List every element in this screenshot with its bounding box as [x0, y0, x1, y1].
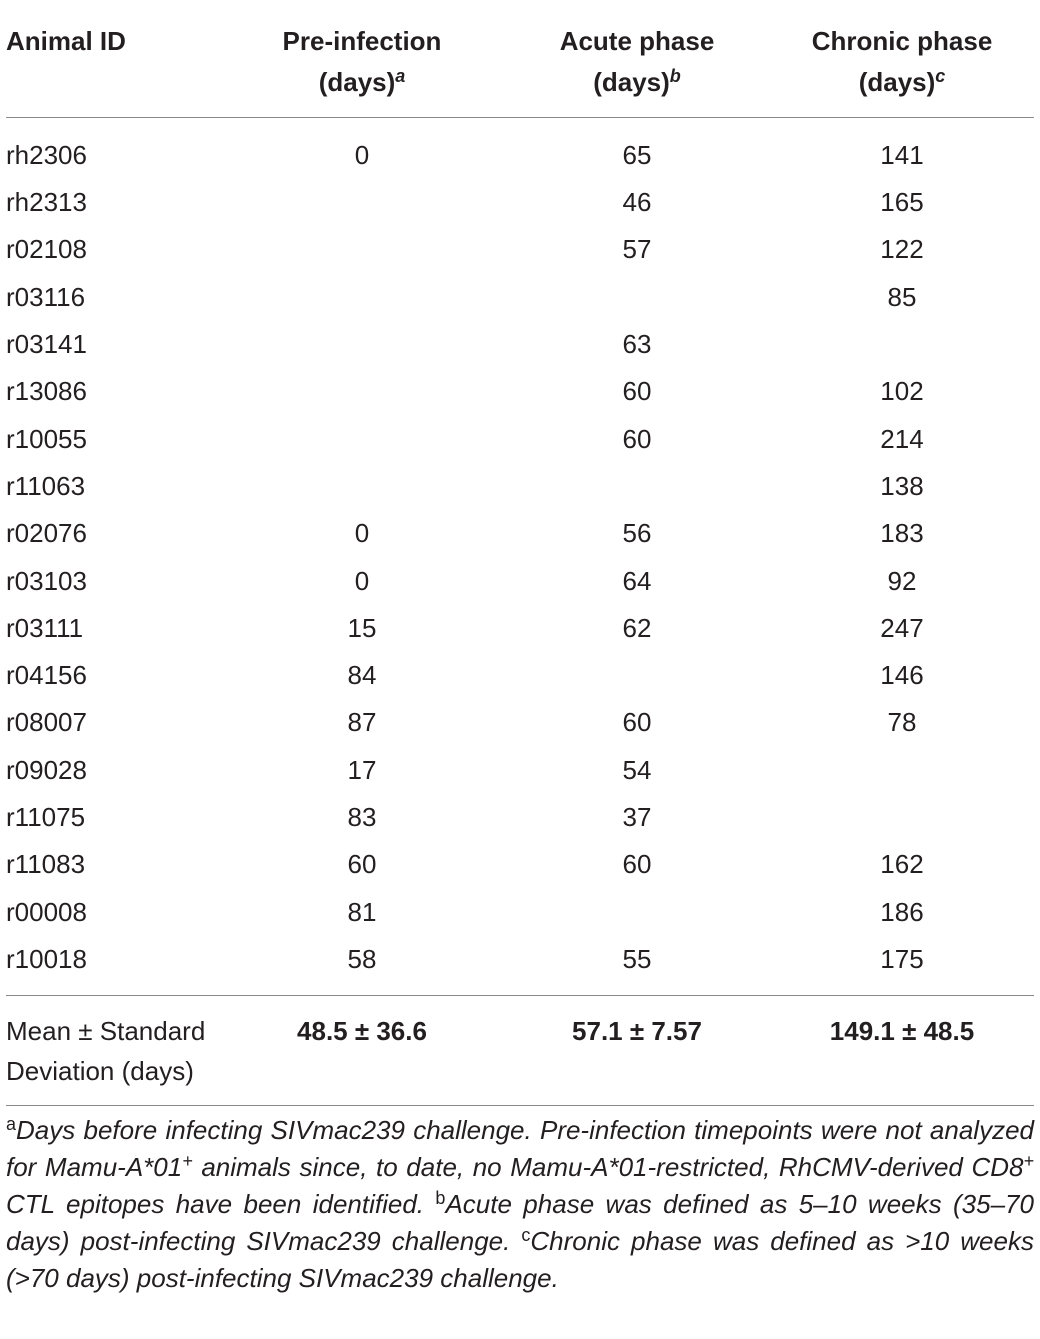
cell-pre-infection: 0	[354, 140, 370, 170]
cell-chronic: 146	[880, 660, 924, 691]
summary-chronic: 149.1 ± 48.5	[770, 996, 1034, 1106]
header-pre-infection-text: Pre-infection	[282, 26, 442, 56]
table-row	[6, 321, 1034, 368]
cell-animal-id: r11075	[6, 802, 86, 832]
cell-pre-infection	[220, 368, 504, 415]
cell-acute	[504, 652, 770, 699]
cell-chronic: 186	[880, 896, 924, 927]
cell-animal-id: r03116	[6, 281, 86, 312]
cell-animal-id: rh2313	[6, 187, 87, 218]
footnote-marker-b: b	[669, 66, 681, 86]
cell-acute: 60	[622, 423, 652, 454]
table-row	[6, 841, 1034, 888]
footnote-a-text-2: animals since, to date, no Mamu-A*01-restricted, RhCMV-derived CD8	[192, 1152, 1024, 1182]
cell-pre-infection	[220, 274, 504, 321]
cell-animal-id: r11083	[6, 849, 86, 880]
cell-pre-infection: 81	[347, 896, 377, 927]
cell-animal-id: r11063	[6, 470, 86, 501]
cell-animal-id: r03141	[6, 329, 87, 360]
cell-chronic: 165	[880, 187, 924, 218]
cell-pre-infection: 83	[347, 802, 377, 832]
header-acute-phase	[504, 0, 770, 118]
header-acute-phase-unit: (days)	[593, 67, 670, 97]
cell-pre-infection	[220, 463, 504, 510]
cell-chronic: 214	[880, 423, 924, 454]
table-row	[6, 226, 1034, 273]
cell-acute	[504, 274, 770, 321]
cell-chronic: 92	[887, 565, 917, 596]
footnote-paragraph	[6, 1112, 1034, 1297]
cell-acute: 62	[622, 612, 652, 643]
footnote-b-marker: b	[435, 1188, 446, 1208]
cell-animal-id: r10018	[6, 943, 87, 974]
cell-pre-infection: 15	[347, 612, 377, 643]
table-row	[6, 888, 1034, 935]
cell-chronic: 141	[880, 140, 924, 170]
cell-animal-id: r03111	[6, 612, 84, 643]
table-row	[6, 605, 1034, 652]
cell-acute: 56	[622, 518, 652, 549]
header-chronic-phase	[770, 0, 1034, 118]
footnote-a-marker: a	[6, 1114, 17, 1134]
table-row	[6, 747, 1034, 794]
cell-acute: 54	[622, 754, 652, 785]
cell-acute: 60	[622, 707, 652, 738]
cell-pre-infection: 0	[354, 565, 370, 596]
results-table	[6, 0, 1034, 1106]
cell-acute	[504, 888, 770, 935]
summary-label	[6, 996, 220, 1106]
cell-chronic: 138	[880, 470, 924, 501]
cell-acute: 55	[622, 943, 652, 974]
cell-acute: 46	[622, 187, 652, 218]
cell-chronic: 122	[880, 234, 924, 265]
cell-acute: 60	[622, 849, 652, 880]
cell-chronic	[770, 321, 1034, 368]
cell-chronic: 102	[880, 376, 924, 407]
cell-chronic	[770, 747, 1034, 794]
cell-animal-id: r08007	[6, 707, 87, 738]
table-row	[6, 463, 1034, 510]
table-row	[6, 794, 1034, 841]
table-summary	[6, 996, 1034, 1106]
cell-animal-id: r13086	[6, 376, 87, 407]
cell-chronic: 175	[880, 943, 924, 974]
cell-pre-infection	[220, 226, 504, 273]
cell-animal-id: r03103	[6, 565, 87, 596]
header-chronic-phase-text: Chronic phase	[811, 26, 993, 56]
footnote-b-text: Acute phase was defined as 5–10 weeks (35–70 days) post-infecting SIVmac239 challenge.	[6, 1189, 1034, 1256]
header-acute-phase-text: Acute phase	[559, 26, 715, 56]
cell-pre-infection	[220, 179, 504, 226]
header-pre-infection-unit: (days)	[318, 67, 396, 97]
table-row	[6, 557, 1034, 604]
header-animal-id	[6, 0, 220, 118]
table-body	[6, 118, 1034, 996]
footnote-marker-a: a	[395, 66, 406, 86]
footnote-a-sup-2: +	[1023, 1151, 1034, 1171]
cell-acute: 60	[622, 376, 652, 407]
cell-chronic: 78	[887, 707, 917, 738]
cell-pre-infection: 84	[347, 660, 377, 691]
cell-chronic	[770, 794, 1034, 841]
summary-label-line2: Deviation (days)	[6, 1056, 194, 1087]
cell-chronic: 162	[880, 849, 924, 880]
cell-animal-id: r00008	[6, 896, 87, 927]
cell-pre-infection: 17	[347, 754, 377, 785]
table-row	[6, 510, 1034, 557]
footnote-c-text: Chronic phase was defined as >10 weeks (>70 days) post-infecting SIVmac239 challenge.	[6, 1226, 1034, 1293]
cell-pre-infection	[220, 415, 504, 462]
table-row	[6, 652, 1034, 699]
footnote-marker-c: c	[935, 66, 946, 86]
cell-acute: 65	[622, 140, 652, 170]
table-footnotes	[6, 1112, 1034, 1297]
cell-chronic: 183	[880, 518, 924, 549]
table-row	[6, 274, 1034, 321]
table-row	[6, 936, 1034, 996]
table-row	[6, 699, 1034, 746]
footnote-a-text-3: CTL epitopes have been identified.	[6, 1189, 425, 1219]
cell-animal-id: r10055	[6, 423, 87, 454]
table-header	[6, 0, 1034, 118]
cell-animal-id: r04156	[6, 660, 87, 691]
cell-animal-id: rh2306	[6, 140, 87, 170]
cell-acute: 63	[622, 329, 652, 360]
table-row	[6, 368, 1034, 415]
cell-pre-infection: 60	[347, 849, 377, 880]
footnote-a-sup-1: +	[182, 1151, 193, 1171]
summary-acute: 57.1 ± 7.57	[504, 996, 770, 1106]
table-row	[6, 415, 1034, 462]
cell-acute: 37	[622, 802, 652, 832]
cell-pre-infection: 87	[347, 707, 377, 738]
summary-label-line1: Mean ± Standard	[6, 1016, 206, 1047]
cell-animal-id: r09028	[6, 754, 87, 785]
header-pre-infection	[220, 0, 504, 118]
summary-pre-infection: 48.5 ± 36.6	[220, 996, 504, 1106]
cell-animal-id: r02108	[6, 234, 87, 265]
table-row	[6, 179, 1034, 226]
cell-acute: 64	[622, 565, 652, 596]
cell-acute: 57	[622, 234, 652, 265]
summary-row	[6, 996, 1034, 1106]
cell-pre-infection	[220, 321, 504, 368]
cell-animal-id: r02076	[6, 518, 87, 549]
table-row	[6, 118, 1034, 180]
header-animal-id-text: Animal ID	[6, 26, 126, 56]
cell-chronic: 85	[887, 281, 917, 312]
footnote-c-marker: c	[521, 1225, 531, 1245]
cell-acute	[504, 463, 770, 510]
cell-pre-infection: 0	[354, 518, 370, 549]
cell-pre-infection: 58	[347, 943, 377, 974]
footnote-a-text-1: Days before infecting SIVmac239 challenge. Pre-infection timepoints were not analyzed for Mamu-A*01	[6, 1115, 1034, 1182]
header-chronic-phase-unit: (days)	[858, 67, 936, 97]
cell-chronic: 247	[880, 612, 924, 643]
